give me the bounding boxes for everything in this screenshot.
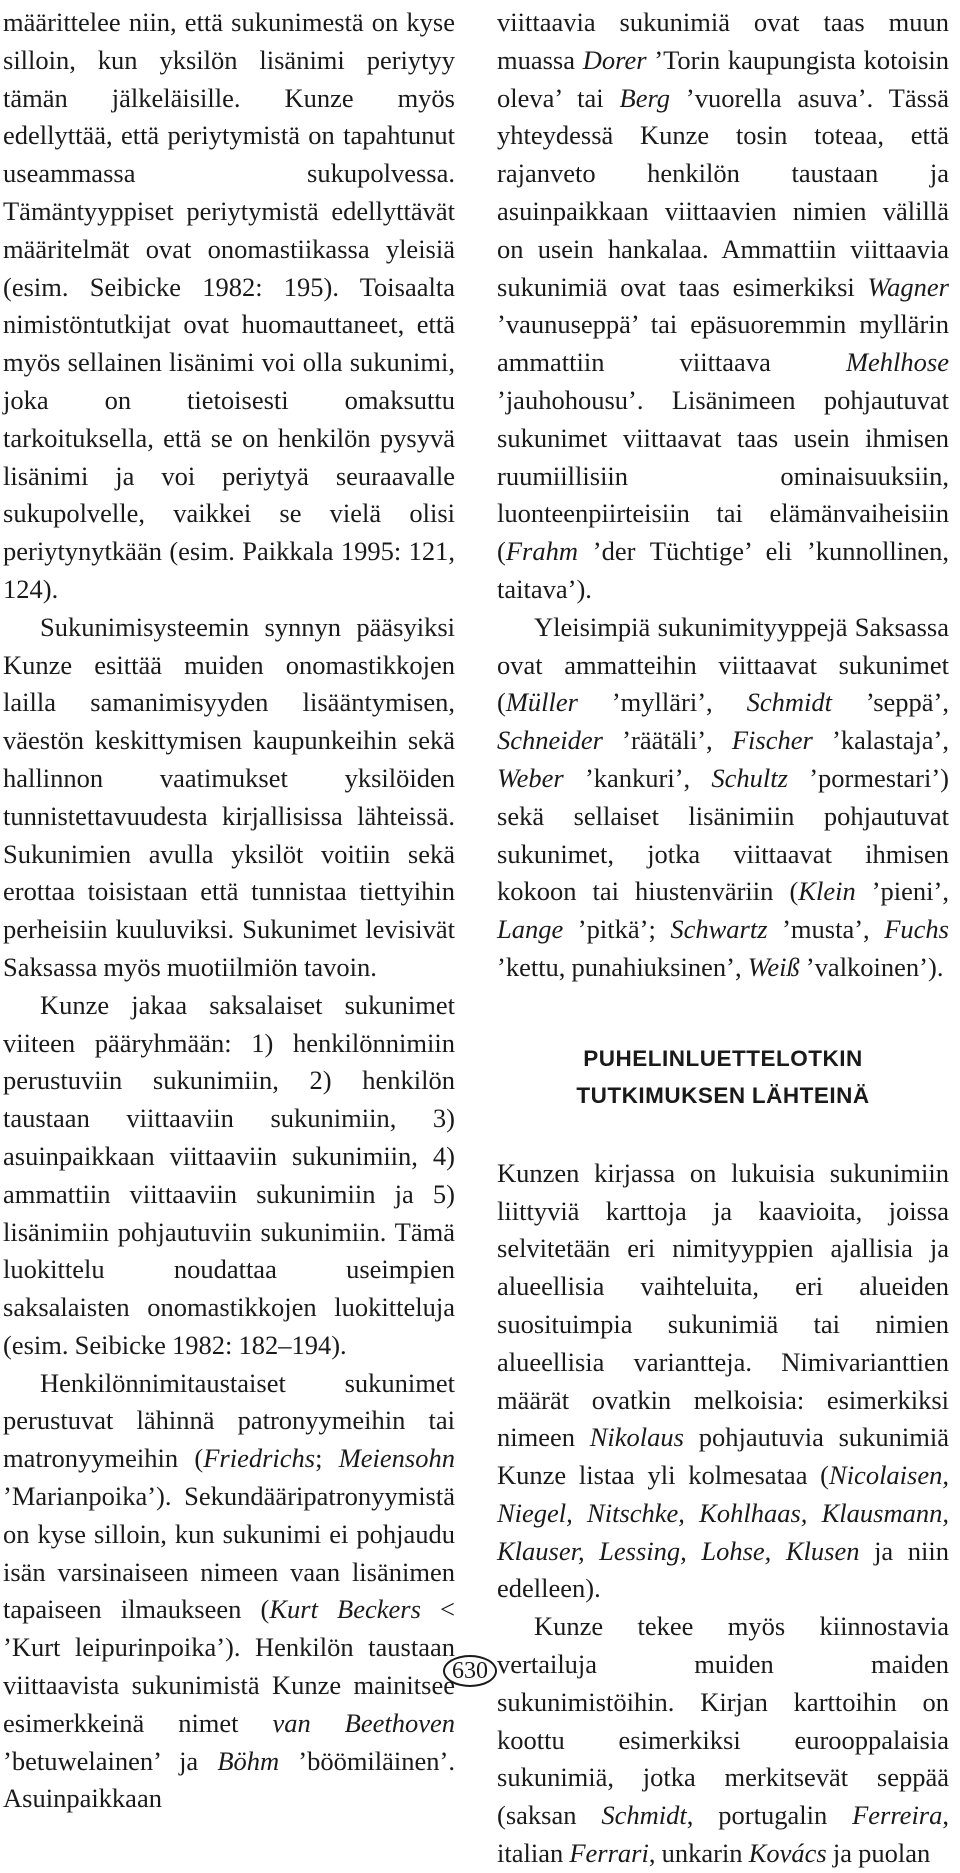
text-run: ’Marianpoika’). Sekundääripatronyymistä on kyse silloin, kun sukunimi ei pohjaudu isän varsinaiseen nimeen vaan lisänimen tapaiseen ilmaukseen ( [3, 1481, 455, 1625]
text-run: ’pormestari’) sekä sellaiset lisänimiin pohjautuvat sukunimet, jotka viittaavat ihmisen kokoon tai hiustenväriin ( [497, 762, 949, 907]
italic-name: Weber [497, 762, 564, 793]
text-run: , unkarin [648, 1838, 749, 1869]
italic-name: Frahm [505, 536, 578, 567]
italic-name: Mehlhose [845, 347, 949, 378]
italic-name: Schneider [497, 725, 603, 756]
text-run: viittaavia sukunimiä ovat taas muun muassa [497, 7, 949, 75]
paragraph [497, 1155, 949, 1609]
italic-name: Dorer [582, 44, 647, 75]
italic-name: Ferrari [569, 1838, 649, 1869]
right-column [497, 4, 949, 1873]
italic-name: Schmidt [746, 687, 832, 718]
italic-name: Müller [505, 687, 578, 718]
text-run: ’musta’, [767, 914, 885, 945]
text-run: ja niin edelleen). [497, 1535, 949, 1604]
heading-line-2: TUTKIMUKSEN LÄHTEINÄ [576, 1082, 870, 1108]
text-run: ’seppä’, [831, 687, 950, 718]
text-run: ’pitkä’; [563, 914, 671, 945]
italic-name: Nicolaisen, Niegel, Nitschke, Kohlhaas, Klausmann, Klauser, Lessing, Lohse, Klusen [497, 1460, 949, 1566]
italic-name: Schultz [711, 762, 788, 793]
text-run: ja puolan [826, 1838, 931, 1869]
italic-name: Wagner [867, 271, 949, 302]
italic-name: Fischer [731, 725, 813, 756]
paragraph [3, 1365, 455, 1819]
italic-name: Berg [619, 82, 671, 113]
text-run: ’kettu, punahiuksinen’, [497, 951, 748, 982]
text-run: Henkilönnimitaustaiset sukunimet perustuvat lähinnä patronyymeihin tai matronyymeihin ( [3, 1367, 455, 1474]
text-run: ’kalastaja’, [812, 725, 949, 756]
italic-name: Klein [798, 876, 856, 907]
italic-name: Kurt Beckers [269, 1594, 421, 1625]
text-run: ’pieni’, [855, 876, 949, 907]
text-run: Kunze tekee myös kiinnostavia vertailuja muiden maiden sukunimistöihin. Kirjan karttoihin on koottu esimerkiksi eurooppalaisia sukunimiä, jotka merkitsevät seppää (saksan [497, 1611, 949, 1831]
italic-name: Nikolaus [589, 1422, 684, 1453]
text-run: pohjautuvia sukunimiä Kunze listaa yli kolmesataa ( [497, 1422, 949, 1491]
paragraph [3, 609, 455, 987]
text-run: , portugalin [686, 1800, 853, 1831]
text-run: ; [315, 1443, 339, 1474]
italic-name: Weiß [747, 951, 800, 982]
text-run: ’jauhohousu’. Lisänimeen pohjautuvat sukunimet viittaavat taas usein ihmisen ruumiillisiin ominaisuuksiin, luonteenpiirteisiin tai elämänvaiheisiin ( [497, 384, 949, 567]
italic-name: Kovács [748, 1838, 827, 1869]
text-run: ’böömiläinen’. Asuinpaikkaan [3, 1745, 455, 1814]
italic-name: van Beethoven [272, 1707, 455, 1738]
text-run: Sukunimisysteemin synnyn pääsyiksi Kunze esittää muiden onomastikkojen lailla samanimisyyden lisääntymisen, väestön keskittymisen kaupunkeihin sekä hallinnon vaatimukset yksilöiden tunnistettavuudesta kirjallisissa lähteissä. Sukunimien avulla yksilöt voitiin sekä erottaa toisistaan että tunnistaa tiettyihin perheisiin kuuluviksi. Sukunimet levisivät Saksassa myös muotiilmiön tavoin. [3, 611, 455, 982]
text-run: < ’Kurt leipurinpoika’). Henkilön taustaan viittaavista sukunimistä Kunze mainitsee esimerkkeinä nimet [3, 1594, 455, 1738]
italic-name: Fuchs [884, 914, 949, 945]
text-run: ’valkoinen’). [799, 951, 944, 982]
paragraph [3, 4, 455, 609]
italic-name: Friedrichs [203, 1443, 316, 1474]
paragraph [497, 4, 949, 609]
paragraph [3, 987, 455, 1365]
left-column [3, 4, 455, 1818]
italic-name: Böhm [217, 1745, 280, 1776]
text-run: Kunze jakaa saksalaiset sukunimet viiteen pääryhmään: 1) henkilönnimiin perustuviin sukunimiin, 2) henkilön taustaan viittaaviin sukunimiin, 3) asuinpaikkaan viittaaviin sukunimiin, 4) ammattiin viittaaviin sukunimiin ja 5) lisänimiin pohjautuviin sukunimiin. Tämä luokittelu noudattaa useimpien saksalaisten onomastikkojen luokitteluja (esim. Seibicke 1982: 182–194). [3, 989, 455, 1360]
text-run: määrittelee niin, että sukunimestä on kyse silloin, kun yksilön lisänimi periytyy tämän jälkeläisille. Kunze myös edellyttää, että periytymistä on tapahtunut useammassa sukupolvessa. Tämäntyyppiset periytymistä edellyttävät määritelmät ovat onomastiikassa yleisiä (esim. Seibicke 1982: 195). Toisaalta nimistöntutkijat ovat huomauttaneet, että myös sellainen lisänimi voi olla sukunimi, joka on tietoisesti omaksuttu tarkoituksella, että se on henkilön pysyvä lisänimi ja voi periytyä seuraavalle sukupolvelle, vaikkei se vielä olisi periytynytkään (esim. Paikkala 1995: 121, 124). [3, 7, 455, 604]
text-run: ’vaunuseppä’ tai epäsuoremmin myllärin ammattiin viittaava [497, 309, 949, 378]
paragraph [497, 609, 949, 987]
text-run: ’räätäli’, [602, 725, 732, 756]
italic-name: Schwartz [670, 914, 768, 945]
heading-line-1: PUHELINLUETTELOTKIN [583, 1045, 863, 1071]
section-heading [497, 1040, 949, 1114]
text-run: ’mylläri’, [577, 687, 747, 718]
text-run: Yleisimpiä sukunimityyppejä Saksassa ovat ammatteihin viittaavat sukunimet ( [497, 611, 949, 718]
italic-name: Meiensohn [338, 1443, 455, 1474]
text-run: ’vuorella asuva’. Tässä yhteydessä Kunze tosin toteaa, että rajanveto henkilön taustaan ja asuinpaikkaan viittaavien nimien välillä on usein hankalaa. Ammattiin viittaavia sukunimiä ovat taas esimerkiksi [497, 82, 950, 302]
page-number: 630 [443, 1655, 497, 1687]
italic-name: Lange [497, 914, 564, 945]
text-run: ’kankuri’, [563, 762, 712, 793]
italic-name: Schmidt [601, 1800, 687, 1831]
paragraph [497, 1608, 949, 1873]
text-run: ’der Tüchtige’ eli ’kunnollinen, taitava’). [497, 536, 949, 604]
text-run: ’betuwelainen’ ja [3, 1745, 218, 1776]
text-run: ’Torin kaupungista kotoisin oleva’ tai [497, 44, 949, 113]
text-run: , italian [497, 1800, 949, 1869]
text-run: Kunzen kirjassa on lukuisia sukunimiin liittyviä karttoja ja kaavioita, joissa selvitetään eri nimityyppien ajallisia ja alueellisia vaihteluita, eri alueiden suosituimpia sukunimiä tai nimien alueellisia variantteja. Nimivarianttien määrät ovatkin melkoisia: esimerkiksi nimeen [497, 1157, 949, 1453]
italic-name: Ferreira [852, 1800, 943, 1831]
